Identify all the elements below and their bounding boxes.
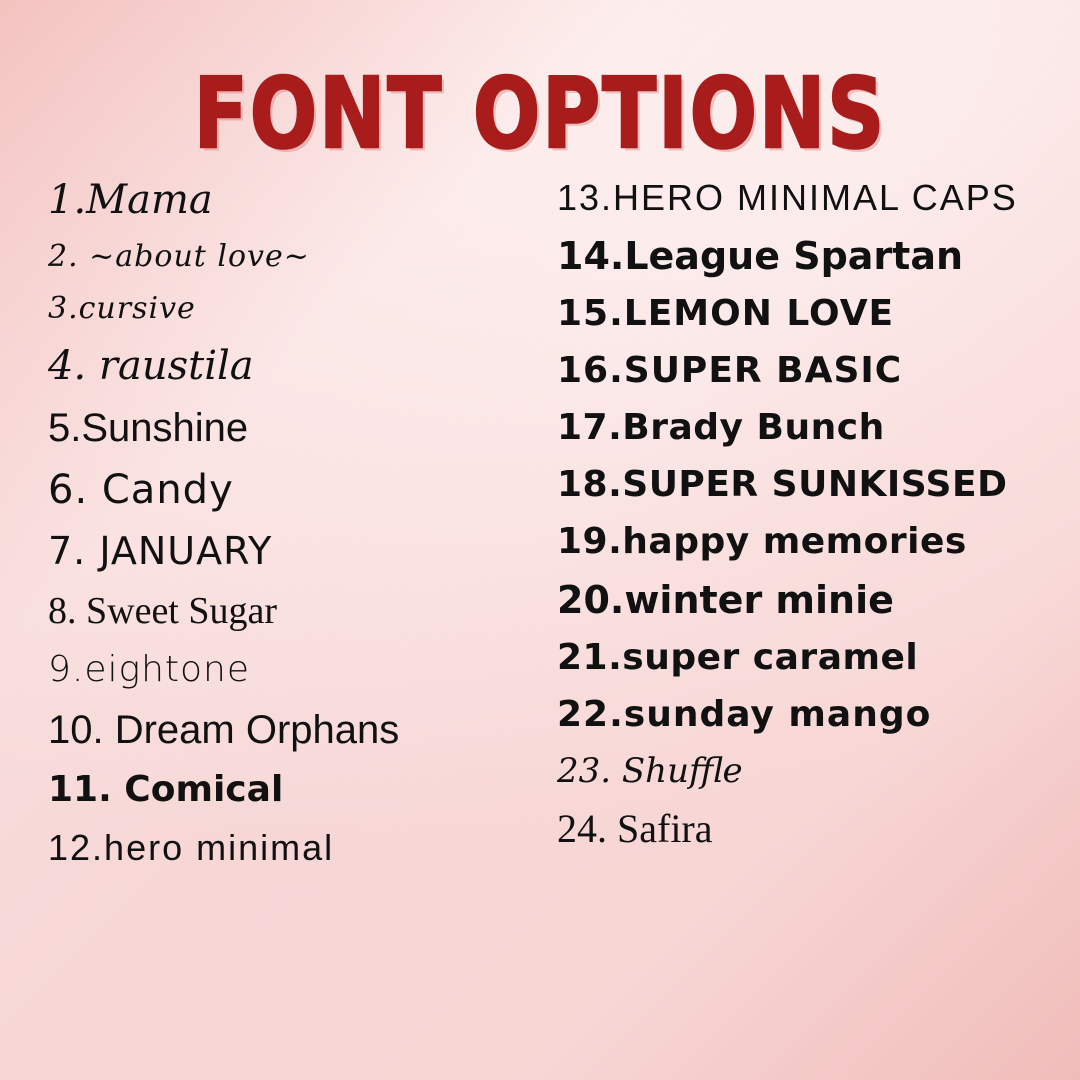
list-item[interactable]: 8. Sweet Sugar bbox=[48, 590, 278, 632]
list-item[interactable]: 5.Sunshine bbox=[48, 406, 249, 450]
list-item[interactable]: 22.sunday mango bbox=[557, 694, 932, 735]
right-column-rows bbox=[557, 177, 1046, 870]
list-item[interactable]: 4. raustila bbox=[48, 343, 254, 389]
list-item[interactable]: 20.winter minie bbox=[557, 578, 894, 622]
font-options-list bbox=[0, 177, 1080, 1050]
list-item[interactable]: 9.eightone bbox=[48, 649, 251, 690]
list-item[interactable]: 17.Brady Bunch bbox=[557, 407, 885, 448]
list-item[interactable]: 13.HERO MINIMAL CAPS bbox=[557, 177, 1018, 218]
list-item[interactable]: 19.happy memories bbox=[557, 521, 967, 562]
list-item[interactable]: 21.super caramel bbox=[557, 637, 919, 678]
list-item[interactable]: 6. Candy bbox=[48, 467, 234, 513]
list-item[interactable]: 12.hero minimal bbox=[48, 827, 335, 868]
page-title: FONT OPTIONS bbox=[193, 56, 887, 170]
list-item[interactable]: 3.cursive bbox=[48, 291, 196, 326]
right-column bbox=[547, 177, 1046, 1050]
list-item[interactable]: 1.Mama bbox=[48, 177, 213, 223]
list-item[interactable]: 10. Dream Orphans bbox=[48, 708, 400, 752]
list-item[interactable]: 18.SUPER SUNKISSED bbox=[557, 464, 1008, 505]
list-item[interactable]: 23. Shuffle bbox=[557, 751, 743, 791]
list-item[interactable]: 16.SUPER BASIC bbox=[557, 350, 903, 391]
list-item[interactable]: 14.League Spartan bbox=[557, 234, 964, 278]
list-item[interactable]: 11. Comical bbox=[48, 769, 284, 810]
list-item[interactable]: 24. Safira bbox=[557, 806, 713, 851]
list-item[interactable]: 15.LEMON LOVE bbox=[557, 293, 895, 334]
left-column bbox=[48, 177, 547, 1050]
list-item[interactable]: 2. ~about love~ bbox=[48, 239, 310, 274]
list-item[interactable]: 7. JANUARY bbox=[48, 529, 273, 573]
left-column-rows bbox=[48, 177, 547, 888]
